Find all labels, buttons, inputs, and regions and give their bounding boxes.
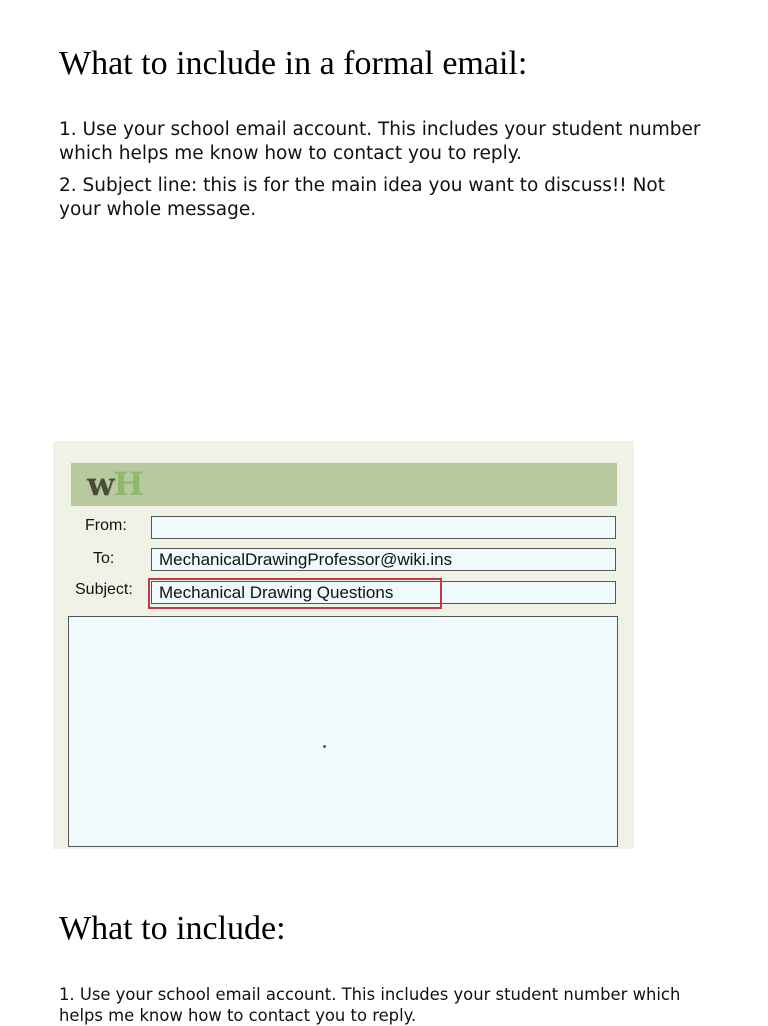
logo-letter-w: w: [87, 465, 114, 503]
to-field[interactable]: MechanicalDrawingProfessor@wiki.ins: [151, 548, 616, 571]
from-label: From:: [85, 517, 127, 534]
logo-bar: [71, 463, 617, 506]
subject-field[interactable]: Mechanical Drawing Questions: [151, 581, 616, 604]
subject-highlight: [148, 578, 442, 609]
list-item: 2. Subject line: this is for the main idea you want to discuss!! Not your whole message.: [59, 175, 665, 220]
list-item: 1. Use your school email account. This includes your student number which helps me know how to contact you to reply.: [59, 119, 701, 164]
logo-letter-h: H: [113, 465, 143, 503]
message-body-field[interactable]: [68, 616, 618, 847]
instruction-list-2: [59, 984, 719, 1026]
list-item: 1. Use your school email account. This includes your student number which helps me know how to contact you to reply.: [59, 985, 681, 1025]
email-illustration: [53, 441, 634, 849]
section-heading: What to include:: [59, 910, 286, 947]
instruction-list: [59, 118, 709, 230]
to-label: To:: [93, 550, 115, 567]
wikihow-logo: [87, 465, 143, 503]
subject-label: Subject:: [75, 581, 133, 598]
page-title: What to include in a formal email:: [59, 45, 528, 82]
cursor-dot: [323, 745, 326, 748]
from-field[interactable]: [151, 516, 616, 539]
